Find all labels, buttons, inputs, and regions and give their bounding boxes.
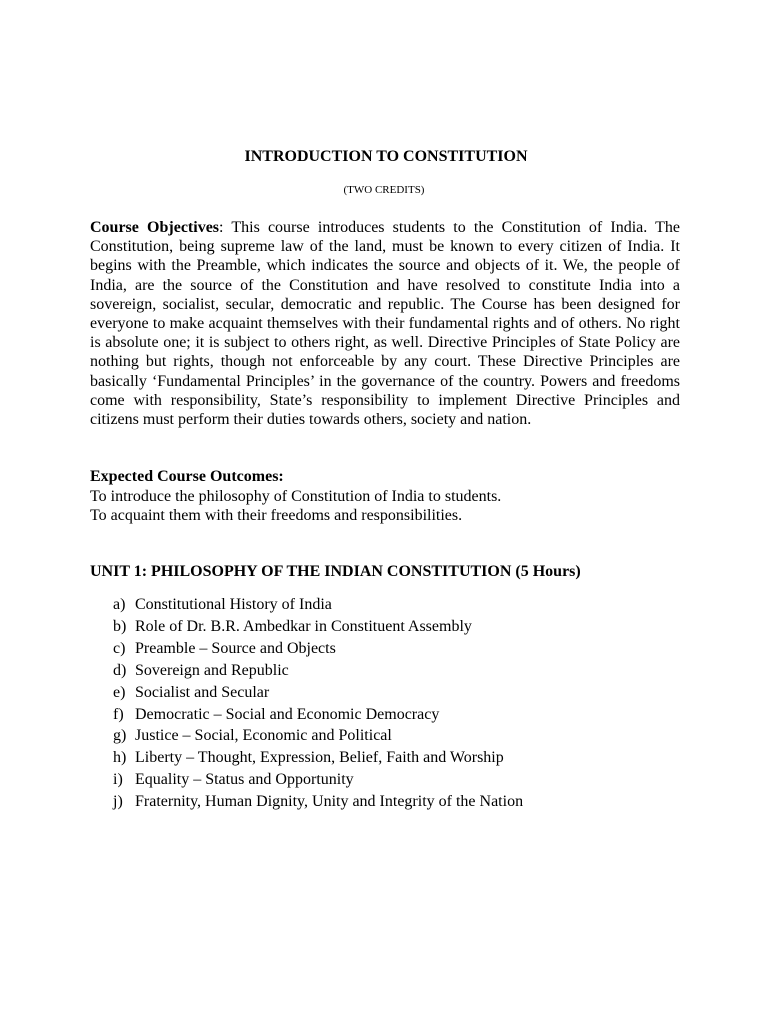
- topic-marker: j): [113, 793, 123, 811]
- topic-text: Justice – Social, Economic and Political: [135, 727, 392, 745]
- topic-text: Democratic – Social and Economic Democracy: [135, 705, 440, 723]
- topic-item: [113, 682, 673, 704]
- topic-marker: h): [113, 749, 127, 767]
- topic-marker: g): [113, 727, 127, 745]
- topic-text: Socialist and Secular: [135, 683, 270, 701]
- topic-text: Constitutional History of India: [135, 596, 332, 613]
- topic-marker: b): [113, 617, 127, 635]
- topic-item: [113, 725, 673, 747]
- unit-1-topic-list: [113, 594, 673, 813]
- topic-marker: i): [113, 771, 123, 789]
- expected-outcomes-heading: Expected Course Outcomes:: [90, 468, 284, 485]
- topic-item: [113, 594, 673, 616]
- topic-text: Fraternity, Human Dignity, Unity and Integrity of the Nation: [135, 793, 524, 811]
- topic-item: [113, 769, 673, 791]
- topic-item: [113, 616, 673, 638]
- topic-item: [113, 747, 673, 769]
- document-title: INTRODUCTION TO CONSTITUTION: [244, 148, 528, 165]
- topic-text: Preamble – Source and Objects: [135, 639, 336, 657]
- unit-1-heading: UNIT 1: PHILOSOPHY OF THE INDIAN CONSTITUTION (5 Hours): [90, 563, 581, 580]
- course-objectives-text: : This course introduces students to the Constitution of India. The Constitution, being supreme law of the land, must be known to every citizen of India. It begins with the Preamble, which indicates the source and objects of it. We, the people of India, are the source of the Constitution and have resolved to constitute India into a sovereign, socialist, secular, democratic and republic. The Course has been designed for everyone to make acquaint themselves with their fundamental rights and of others. No right is absolute one; it is subject to others right, as well. Directive Principles of State Policy are nothing but rights, though not enforceable by any court. These Directive Principles are basically ‘Fundamental Principles’ in the governance of the country. Powers and freedoms come with responsibility, State’s responsibility to implement Directive Principles and citizens must perform their duties towards others, society and nation.: [90, 219, 681, 429]
- course-objectives-label: Course Objectives: [90, 219, 220, 236]
- topic-marker: f): [113, 705, 124, 723]
- topic-text: Equality – Status and Opportunity: [135, 771, 354, 789]
- topic-marker: c): [113, 639, 126, 657]
- expected-outcomes-section: [90, 467, 680, 526]
- topic-text: Liberty – Thought, Expression, Belief, Faith and Worship: [135, 749, 504, 767]
- topic-marker: e): [113, 683, 126, 701]
- topic-item: [113, 791, 673, 813]
- topic-item: [113, 660, 673, 682]
- outcome-item: To acquaint them with their freedoms and responsibilities.: [90, 507, 463, 524]
- topic-text: Sovereign and Republic: [135, 661, 289, 679]
- topic-text: Role of Dr. B.R. Ambedkar in Constituent Assembly: [135, 617, 472, 635]
- topic-marker: d): [113, 661, 127, 679]
- topic-marker: a): [113, 596, 126, 613]
- topic-item: [113, 638, 673, 660]
- topic-item: [113, 704, 673, 726]
- credits-label: (TWO CREDITS): [343, 184, 425, 196]
- course-objectives-paragraph: [90, 218, 680, 429]
- outcome-item: To introduce the philosophy of Constitution of India to students.: [90, 487, 502, 505]
